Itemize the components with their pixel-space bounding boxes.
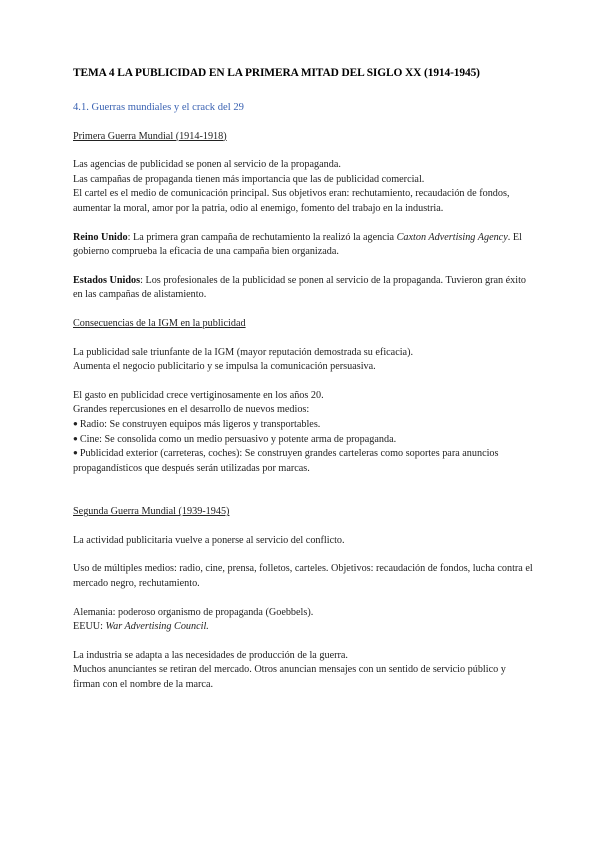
text-segment: EEUU: xyxy=(73,621,106,633)
document-title: TEMA 4 LA PUBLICIDAD EN LA PRIMERA MITAD DEL SIGLO XX (1914-1945) xyxy=(73,67,480,79)
text-segment: . El gobierno comprueba la eficacia de una campaña bien organizada. xyxy=(73,231,522,258)
text-line: Alemania: poderoso organismo de propaganda (Goebbels). xyxy=(73,606,314,618)
paragraph-medios: Uso de múltiples medios: radio, cine, prensa, folletos, carteles. Objetivos: recaudación de fondos, lucha contra el mercado negro, rechutamiento. xyxy=(73,563,533,590)
heading-consecuencias: Consecuencias de la IGM en la publicidad xyxy=(73,317,246,329)
text-line: Las campañas de propaganda tienen más importancia que las de publicidad comercial. xyxy=(73,173,425,185)
label-reino-unido: Reino Unido xyxy=(73,231,128,243)
paragraph-actividad: La actividad publicitaria vuelve a ponerse al servicio del conflicto. xyxy=(73,534,345,546)
paragraph-reino-unido xyxy=(73,231,533,260)
heading-primera-guerra: Primera Guerra Mundial (1914-1918) xyxy=(73,130,227,142)
document-page xyxy=(73,66,533,693)
text-line xyxy=(73,620,533,635)
text-line: La industria se adapta a las necesidades de producción de la guerra. xyxy=(73,649,348,661)
heading-segunda-guerra: Segunda Guerra Mundial (1939-1945) xyxy=(73,506,230,518)
paragraph-agencias xyxy=(73,158,533,216)
section-subtitle: 4.1. Guerras mundiales y el crack del 29 xyxy=(73,102,244,113)
text-segment: : La primera gran campaña de rechutamiento la realizó la agencia xyxy=(127,231,397,243)
label-estados-unidos: Estados Unidos xyxy=(73,274,141,286)
list-item-exterior: ● Publicidad exterior (carreteras, coches): Se construyen grandes carteleras como soportes para anuncios propagandísticos que después serán utilizadas por marcas. xyxy=(73,447,533,476)
text-segment: : Los profesionales de la publicidad se ponen al servicio de la propaganda. Tuvieron gran éxito en las campañas de alistamiento. xyxy=(73,274,527,301)
text-line: El cartel es el medio de comunicación principal. Sus objetivos eran: rechutamiento, recaudación de fondos, aumentar la moral, amor por la patria, odio al enemigo, fomento del trabajo en la industria. xyxy=(73,188,510,214)
text-line: Grandes repercusiones en el desarrollo de nuevos medios: xyxy=(73,404,310,416)
text-line: La publicidad sale triunfante de la IGM (mayor reputación demostrada su eficacia). xyxy=(73,346,414,358)
paragraph-organismos xyxy=(73,606,533,635)
text-line: Muchos anunciantes se retiran del mercado. Otros anuncian mensajes con un sentido de servicio público y firman con el nombre de la marca. xyxy=(73,664,506,691)
paragraph-gasto xyxy=(73,389,533,477)
agency-name: Caxton Advertising Agency xyxy=(396,231,508,243)
text-line: El gasto en publicidad crece vertiginosamente en los años 20. xyxy=(73,389,324,401)
council-name: War Advertising Council. xyxy=(105,621,209,633)
paragraph-estados-unidos xyxy=(73,274,533,303)
list-item-radio: ● Radio: Se construyen equipos más ligeros y transportables. xyxy=(73,418,533,433)
text-line: Las agencias de publicidad se ponen al servicio de la propaganda. xyxy=(73,159,341,171)
paragraph-industria xyxy=(73,649,533,693)
paragraph-triunfo xyxy=(73,346,533,375)
list-item-cine: ● Cine: Se consolida como un medio persuasivo y potente arma de propaganda. xyxy=(73,433,533,448)
text-line: Aumenta el negocio publicitario y se impulsa la comunicación persuasiva. xyxy=(73,361,376,373)
